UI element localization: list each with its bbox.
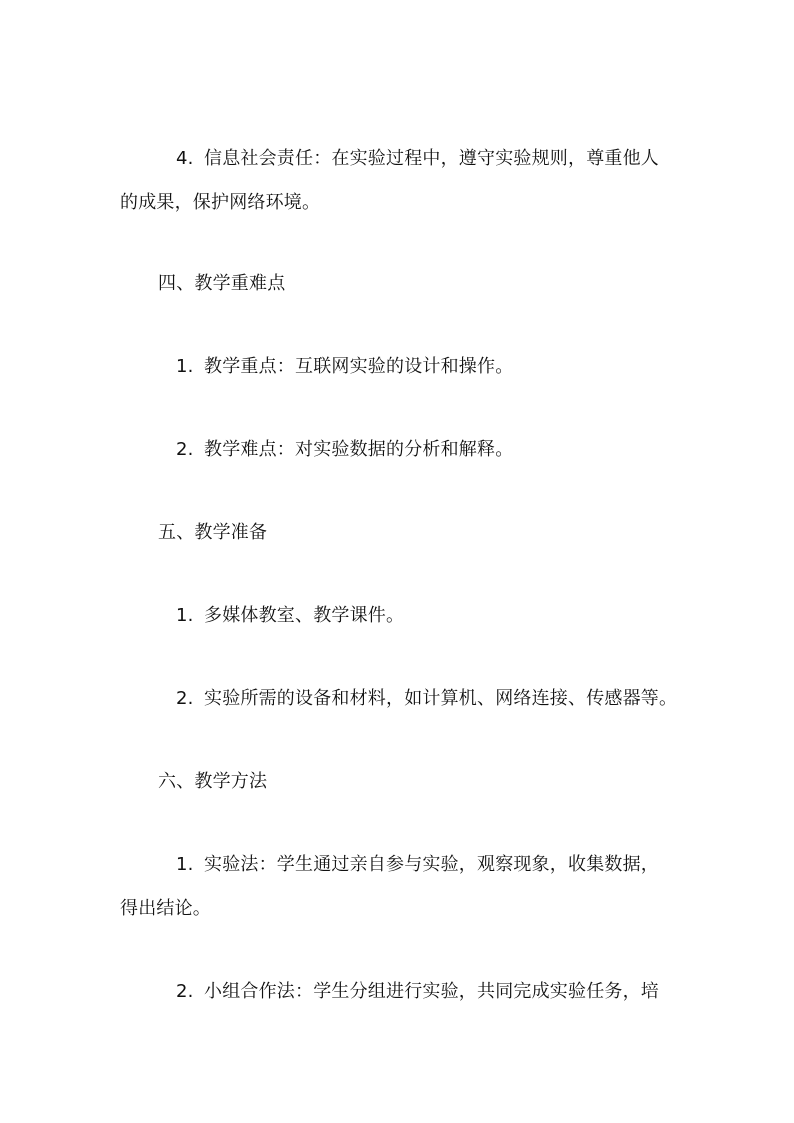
list-item [176, 355, 513, 379]
section-heading: 四、教学重难点 [158, 273, 286, 294]
list-item [176, 687, 677, 711]
list-text: 多媒体教室、教学课件。 [204, 605, 405, 626]
list-text: 实验法：学生通过亲自参与实验，观察现象，收集数据， [204, 854, 659, 875]
section-heading: 五、教学准备 [158, 522, 268, 543]
list-number: 1. [176, 356, 194, 377]
list-number: 2. [176, 688, 194, 709]
list-item [176, 604, 404, 628]
section-heading: 六、教学方法 [158, 771, 268, 792]
list-text: 小组合作法：学生分组进行实验，共同完成实验任务，培 [204, 981, 659, 1002]
list-number: 2. [176, 981, 194, 1002]
list-item-continuation: 的成果，保护网络环境。 [120, 192, 321, 213]
list-number: 2. [176, 439, 194, 460]
list-item [176, 853, 659, 877]
list-item [176, 438, 513, 462]
list-text: 信息社会责任：在实验过程中，遵守实验规则，尊重他人 [204, 148, 659, 169]
list-text: 教学难点：对实验数据的分析和解释。 [204, 439, 514, 460]
list-number: 1. [176, 605, 194, 626]
list-number: 1. [176, 854, 194, 875]
list-text: 实验所需的设备和材料，如计算机、网络连接、传感器等。 [204, 688, 678, 709]
list-item [176, 980, 659, 1004]
list-number: 4. [176, 148, 194, 169]
list-item [176, 147, 659, 171]
list-item-continuation: 得出结论。 [120, 898, 211, 919]
list-text: 教学重点：互联网实验的设计和操作。 [204, 356, 514, 377]
